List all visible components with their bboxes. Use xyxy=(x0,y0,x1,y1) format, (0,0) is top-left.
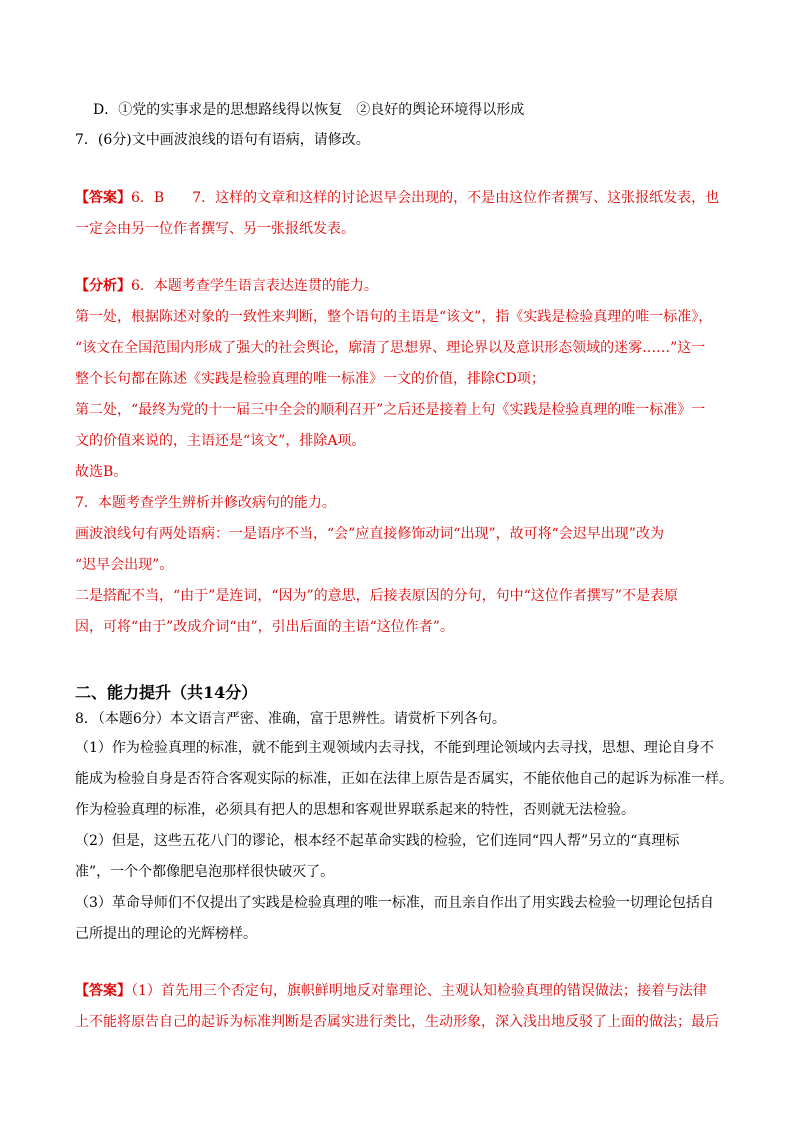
answer-tag: 【答案】 xyxy=(75,983,131,999)
analysis-line: “该文在全国范围内形成了强大的社会舆论，廓清了思想界、理论界以及意识形态领域的迷雾……”这一 xyxy=(75,340,706,356)
analysis-line: 文的价值来说的，主语还是“该文”，排除A项。 xyxy=(75,433,366,449)
analysis-tag: 【分析】 xyxy=(75,278,131,294)
sentence-2-line: 准”，一个个都像肥皂泡那样很快破灭了。 xyxy=(75,864,335,880)
question-6-option-d: D．①党的实事求是的思想路线得以恢复 ②良好的舆论环境得以形成 xyxy=(93,102,525,118)
analysis-line: 第二处，“最终为党的十一届三中全会的顺利召开”之后还是接着上句《实践是检验真理的唯一标准》一 xyxy=(75,402,706,418)
answer-line: （1）首先用三个否定句，旗帜鲜明地反对靠理论、主观认知检验真理的错误做法；接着与法律 xyxy=(131,983,707,999)
sentence-3-line: 己所提出的理论的光辉榜样。 xyxy=(75,926,257,942)
analysis-line: 画波浪线句有两处语病：一是语序不当，“会”应直接修饰动词“出现”，故可将“会迟早出现”改为 xyxy=(75,526,664,542)
answer-block-1 xyxy=(75,188,719,208)
question-7: 7．(6分)文中画波浪线的语句有语病，请修改。 xyxy=(75,132,370,148)
analysis-line: 第一处，根据陈述对象的一致性来判断，整个语句的主语是“该文”，指《实践是检验真理的唯一标准》， xyxy=(75,309,713,325)
sentence-2-line: （2）但是，这些五花八门的谬论，根本经不起革命实践的检验，它们连同“四人帮”另立的“真理标 xyxy=(75,833,680,849)
analysis-line: 整个长句都在陈述《实践是检验真理的唯一标准》一文的价值，排除CD项； xyxy=(75,371,545,387)
answer-line: 上不能将原告自己的起诉为标准判断是否属实进行类比，生动形象，深入浅出地反驳了上面的做法；最后 xyxy=(75,1014,719,1030)
question-8: 8．（本题6分）本文语言严密、准确，富于思辨性。请赏析下列各句。 xyxy=(75,711,506,727)
answer-block-2 xyxy=(75,981,707,1001)
answer-line: 6．B 7．这样的文章和这样的讨论迟早会出现的，不是由这位作者撰写、这张报纸发表，也 xyxy=(131,190,720,206)
sentence-1-line: （1）作为检验真理的标准，就不能到主观领域内去寻找，不能到理论领域内去寻找，思想、理论自身不 xyxy=(75,740,714,756)
sentence-1-line: 作为检验真理的标准，必须具有把人的思想和客观世界联系起来的特性，否则就无法检验。 xyxy=(75,802,635,818)
analysis-line: 6．本题考查学生语言表达连贯的能力。 xyxy=(131,278,378,294)
answer-tag: 【答案】 xyxy=(75,190,131,206)
analysis-block xyxy=(75,276,378,296)
analysis-line: 二是搭配不当，“由于”是连词，“因为”的意思，后接表原因的分句，句中“这位作者撰写”不是表原 xyxy=(75,588,678,604)
sentence-3-line: （3）革命导师们不仅提出了实践是检验真理的唯一标准，而且亲自作出了用实践去检验一切理论包括自 xyxy=(75,895,714,911)
sentence-1-line: 能成为检验自身是否符合客观实际的标准，正如在法律上原告是否属实，不能依他自己的起诉为标准一样。 xyxy=(75,771,733,787)
analysis-line: 故选B。 xyxy=(75,464,128,480)
section-heading: 二、能力提升（共14分） xyxy=(75,683,258,702)
analysis-line: 7．本题考查学生辨析并修改病句的能力。 xyxy=(75,495,336,511)
analysis-line: 因，可将“由于”改成介词“由”，引出后面的主语“这位作者”。 xyxy=(75,619,454,635)
answer-line: 一定会由另一位作者撰写、另一张报纸发表。 xyxy=(75,221,355,237)
analysis-line: “迟早会出现”。 xyxy=(75,557,174,573)
